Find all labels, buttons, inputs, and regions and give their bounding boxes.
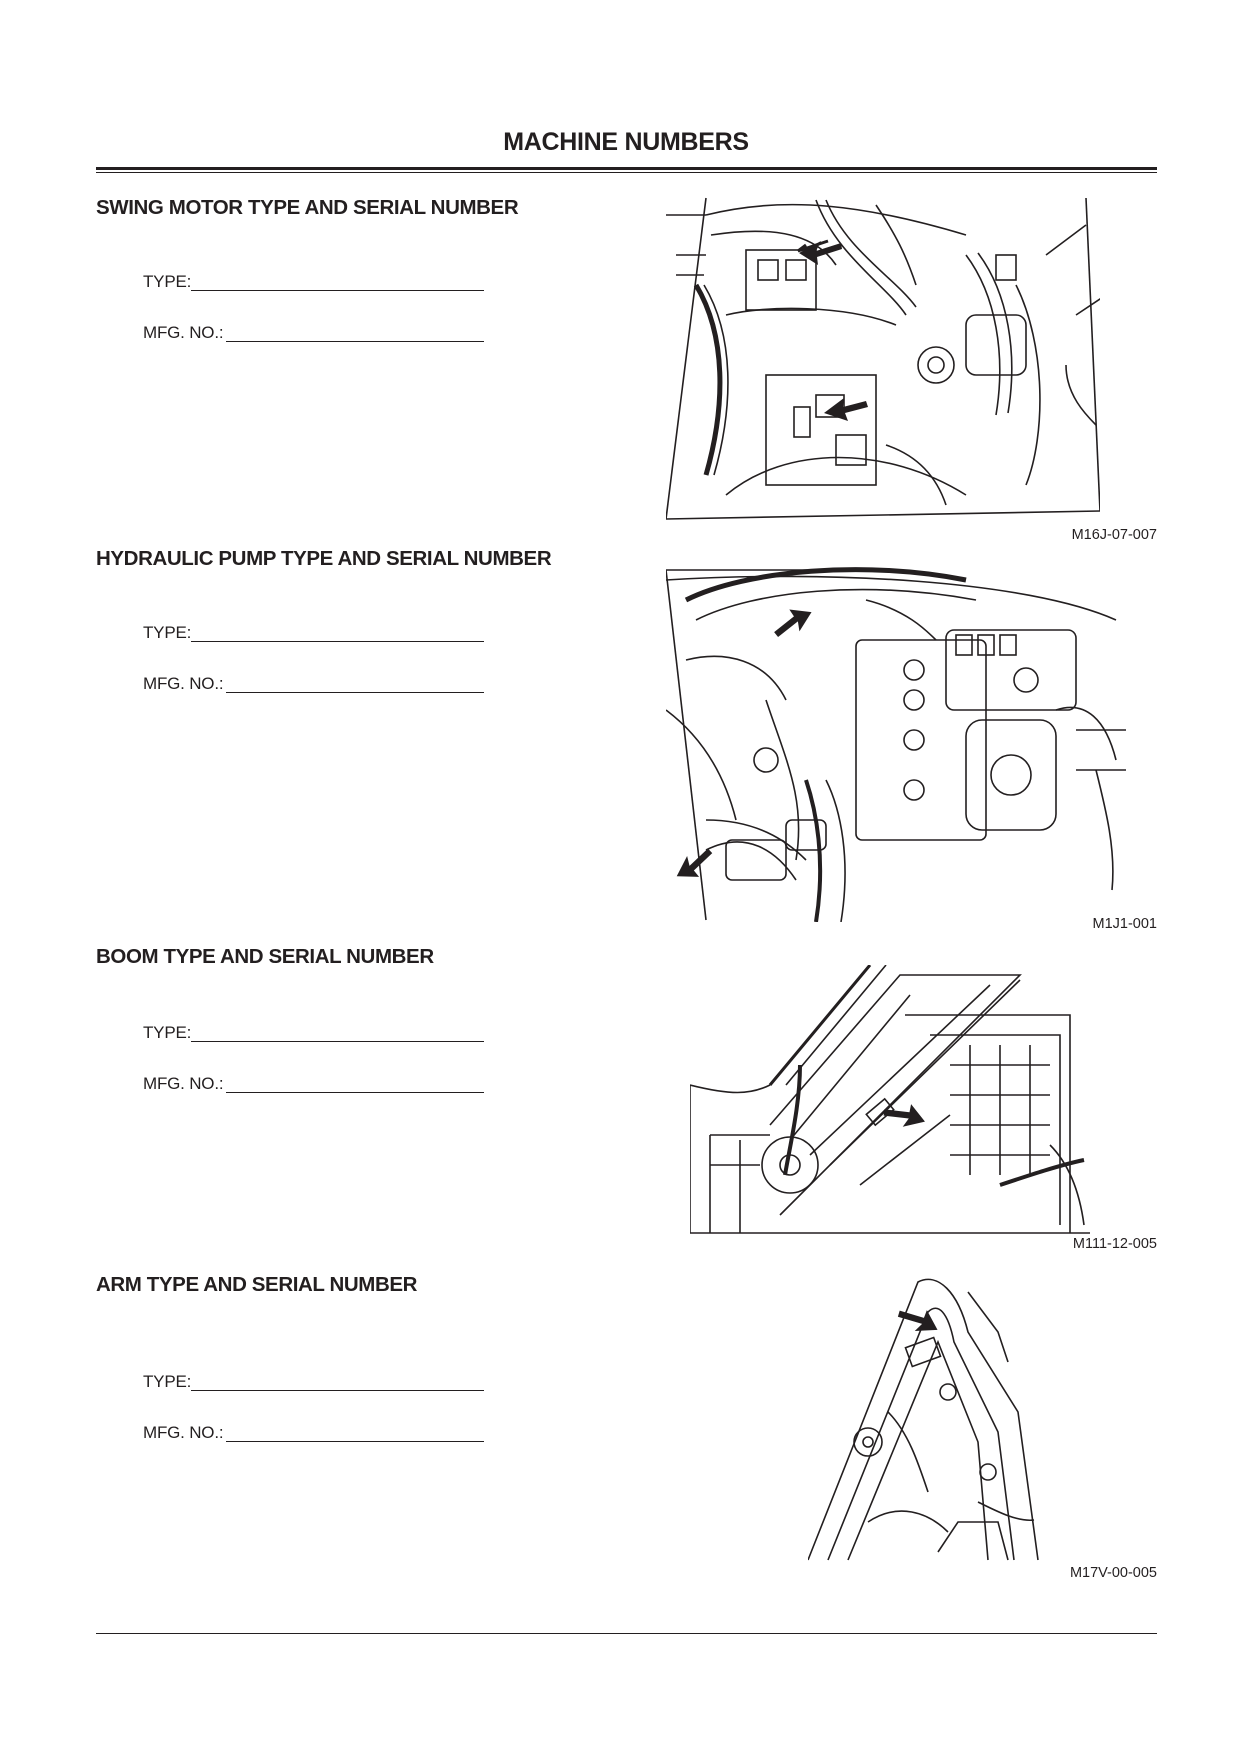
arm-illustration bbox=[808, 1272, 1058, 1562]
mfg-no-label: MFG. NO.: bbox=[143, 323, 224, 342]
mfg-no-label: MFG. NO.: bbox=[143, 1423, 224, 1442]
mfg-no-label: MFG. NO.: bbox=[143, 674, 224, 693]
type-label: TYPE: bbox=[143, 1372, 192, 1391]
mfg-no-blank-line[interactable] bbox=[226, 692, 484, 693]
section-title-hydraulic-pump: HYDRAULIC PUMP TYPE AND SERIAL NUMBER bbox=[96, 547, 552, 570]
hydraulic-pump-type-field bbox=[143, 623, 191, 643]
hydraulic-pump-mfg-field bbox=[143, 674, 223, 694]
swing-motor-mfg-field bbox=[143, 323, 223, 343]
mfg-no-label: MFG. NO.: bbox=[143, 1074, 224, 1093]
footer-rule bbox=[96, 1633, 1157, 1634]
header-rule-thick bbox=[96, 167, 1157, 170]
type-blank-line[interactable] bbox=[191, 1041, 484, 1042]
section-title-arm: ARM TYPE AND SERIAL NUMBER bbox=[96, 1273, 418, 1296]
mfg-no-blank-line[interactable] bbox=[226, 1441, 484, 1442]
hydraulic-pump-illustration bbox=[666, 560, 1126, 922]
header-rule-thin bbox=[96, 172, 1157, 173]
mfg-no-blank-line[interactable] bbox=[226, 341, 484, 342]
type-label: TYPE: bbox=[143, 1023, 192, 1042]
type-blank-line[interactable] bbox=[191, 1390, 484, 1391]
swing-motor-illustration bbox=[666, 195, 1100, 521]
type-label: TYPE: bbox=[143, 272, 192, 291]
boom-illustration bbox=[690, 965, 1090, 1235]
swing-motor-type-field bbox=[143, 272, 191, 292]
type-label: TYPE: bbox=[143, 623, 192, 642]
mfg-no-blank-line[interactable] bbox=[226, 1092, 484, 1093]
section-title-boom: BOOM TYPE AND SERIAL NUMBER bbox=[96, 945, 434, 968]
type-blank-line[interactable] bbox=[191, 641, 484, 642]
page-title: MACHINE NUMBERS bbox=[503, 128, 749, 156]
figure-code: M16J-07-007 bbox=[1071, 527, 1157, 543]
type-blank-line[interactable] bbox=[191, 290, 484, 291]
figure-code: M17V-00-005 bbox=[1069, 1565, 1157, 1581]
section-title-swing-motor: SWING MOTOR TYPE AND SERIAL NUMBER bbox=[96, 196, 519, 219]
boom-mfg-field bbox=[143, 1074, 223, 1094]
arm-type-field bbox=[143, 1372, 191, 1392]
boom-type-field bbox=[143, 1023, 191, 1043]
arm-mfg-field bbox=[143, 1423, 223, 1443]
figure-code: M111-12-005 bbox=[1072, 1236, 1157, 1252]
figure-code: M1J1-001 bbox=[1092, 916, 1157, 932]
